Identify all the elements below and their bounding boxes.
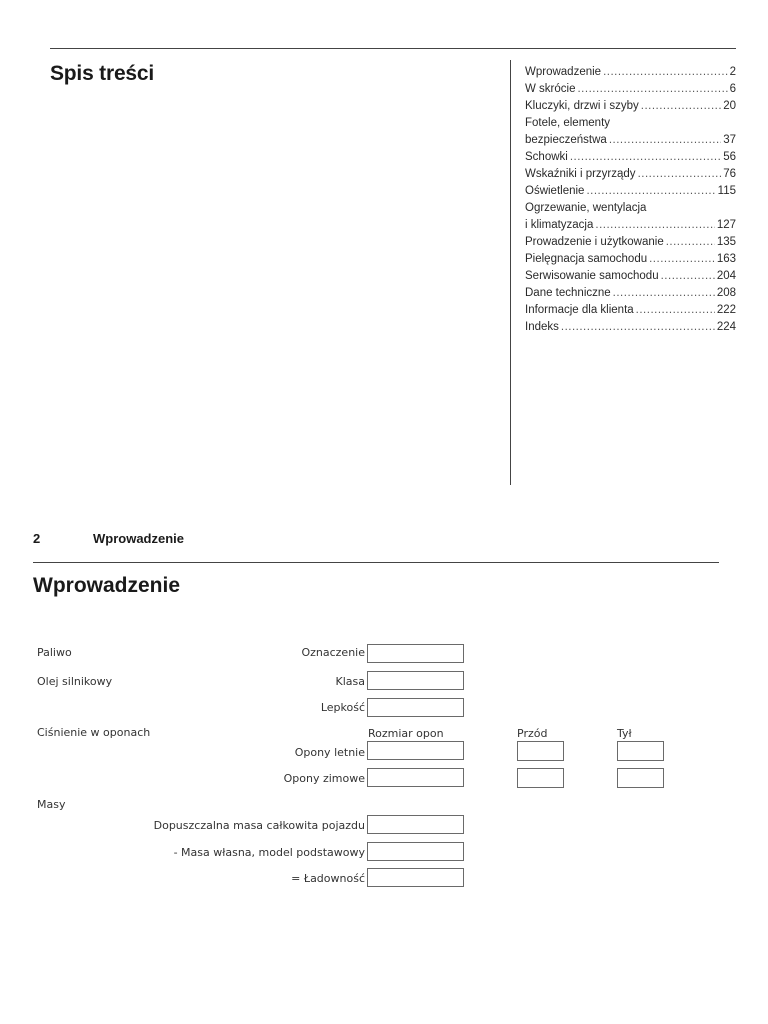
toc-entry-schowki[interactable] bbox=[525, 149, 736, 166]
toc-entry-pielegnacja[interactable] bbox=[525, 251, 736, 268]
payload-label: = Ładowność bbox=[291, 872, 365, 885]
toc-list bbox=[525, 64, 736, 336]
winter-tyres-label: Opony zimowe bbox=[283, 772, 365, 785]
fuel-designation-field[interactable] bbox=[367, 644, 464, 663]
summer-tyres-label: Opony letnie bbox=[294, 746, 365, 759]
kerb-mass-label: - Masa własna, model podstawowy bbox=[173, 846, 365, 859]
toc-entry-prowadzenie[interactable] bbox=[525, 234, 736, 251]
toc-entry-wskazniki[interactable] bbox=[525, 166, 736, 183]
masses-label: Masy bbox=[37, 798, 66, 811]
toc-leader bbox=[649, 251, 715, 268]
toc-entry-label: Schowki bbox=[525, 151, 568, 163]
toc-entry-page: 222 bbox=[716, 304, 736, 316]
toc-entry-kluczyki[interactable] bbox=[525, 98, 736, 115]
summer-rear-pressure-field[interactable] bbox=[617, 741, 664, 761]
toc-entry-label: Wprowadzenie bbox=[525, 66, 602, 78]
toc-entry-w-skrocie[interactable] bbox=[525, 81, 736, 98]
toc-leader bbox=[661, 268, 715, 285]
winter-tyre-size-field[interactable] bbox=[367, 768, 464, 787]
toc-entry-page: 20 bbox=[723, 100, 736, 112]
toc-entry-label: Serwisowanie samochodu bbox=[525, 270, 659, 282]
toc-entry-serwisowanie[interactable] bbox=[525, 268, 736, 285]
toc-entry-page: 37 bbox=[723, 134, 736, 146]
fuel-label: Paliwo bbox=[37, 646, 72, 659]
toc-entry-page: 76 bbox=[723, 168, 736, 180]
running-head: Wprowadzenie bbox=[93, 531, 185, 546]
toc-entry-fotele[interactable] bbox=[525, 115, 736, 149]
summer-tyre-size-field[interactable] bbox=[367, 741, 464, 760]
toc-title: Spis treści bbox=[50, 62, 155, 85]
tyre-pressure-label: Ciśnienie w oponach bbox=[37, 726, 151, 739]
toc-entry-page: 163 bbox=[716, 253, 736, 265]
toc-entry-label: Wskaźniki i przyrządy bbox=[525, 168, 636, 180]
summer-front-pressure-field[interactable] bbox=[517, 741, 564, 761]
toc-entry-page: 6 bbox=[729, 83, 736, 95]
toc-entry-label: Kluczyki, drzwi i szyby bbox=[525, 100, 639, 112]
toc-entry-page: 115 bbox=[717, 185, 736, 197]
winter-front-pressure-field[interactable] bbox=[517, 768, 564, 788]
rear-column-header: Tył bbox=[617, 727, 632, 740]
toc-leader bbox=[641, 98, 721, 115]
toc-entry-dane-techniczne[interactable] bbox=[525, 285, 736, 302]
toc-entry-label-line1: Fotele, elementy bbox=[525, 117, 611, 129]
toc-leader bbox=[638, 166, 722, 183]
toc-entry-label-line1: Ogrzewanie, wentylacja bbox=[525, 202, 647, 214]
toc-entry-page: 135 bbox=[716, 236, 736, 248]
toc-leader bbox=[666, 234, 715, 251]
toc-leader bbox=[595, 217, 714, 234]
toc-leader bbox=[570, 149, 721, 166]
gross-mass-field[interactable] bbox=[367, 815, 464, 834]
toc-divider bbox=[510, 60, 511, 485]
toc-entry-label: Prowadzenie i użytkowanie bbox=[525, 236, 664, 248]
page-number: 2 bbox=[33, 531, 41, 546]
toc-entry-label: bezpieczeństwa bbox=[525, 134, 607, 146]
toc-entry-label: Indeks bbox=[525, 321, 559, 333]
toc-entry-indeks[interactable] bbox=[525, 319, 736, 336]
oil-class-label: Klasa bbox=[335, 675, 365, 688]
toc-entry-label: i klimatyzacja bbox=[525, 219, 594, 231]
oil-viscosity-label: Lepkość bbox=[320, 701, 365, 714]
toc-leader bbox=[636, 302, 715, 319]
tyre-size-column-header: Rozmiar opon bbox=[368, 727, 444, 740]
front-column-header: Przód bbox=[517, 727, 548, 740]
toc-entry-label: W skrócie bbox=[525, 83, 576, 95]
toc-entry-ogrzewanie[interactable] bbox=[525, 200, 736, 234]
toc-leader bbox=[609, 132, 721, 149]
fuel-designation-label: Oznaczenie bbox=[301, 646, 365, 659]
toc-leader bbox=[561, 319, 715, 336]
kerb-mass-field[interactable] bbox=[367, 842, 464, 861]
toc-entry-page: 208 bbox=[716, 287, 736, 299]
toc-entry-page: 204 bbox=[716, 270, 736, 282]
oil-viscosity-field[interactable] bbox=[367, 698, 464, 717]
toc-entry-label: Informacje dla klienta bbox=[525, 304, 634, 316]
toc-leader bbox=[613, 285, 715, 302]
toc-entry-informacje[interactable] bbox=[525, 302, 736, 319]
toc-entry-wprowadzenie[interactable] bbox=[525, 64, 736, 81]
header-rule bbox=[33, 562, 719, 563]
winter-rear-pressure-field[interactable] bbox=[617, 768, 664, 788]
toc-entry-page: 56 bbox=[723, 151, 736, 163]
top-rule bbox=[50, 48, 736, 49]
toc-entry-page: 2 bbox=[729, 66, 736, 78]
toc-leader bbox=[577, 81, 727, 98]
payload-field[interactable] bbox=[367, 868, 464, 887]
toc-entry-label: Dane techniczne bbox=[525, 287, 611, 299]
toc-entry-label: Pielęgnacja samochodu bbox=[525, 253, 648, 265]
gross-mass-label: Dopuszczalna masa całkowita pojazdu bbox=[153, 819, 365, 832]
toc-entry-page: 127 bbox=[716, 219, 736, 231]
toc-leader bbox=[603, 64, 728, 81]
toc-entry-label: Oświetlenie bbox=[525, 185, 585, 197]
engine-oil-label: Olej silnikowy bbox=[37, 675, 113, 688]
toc-leader bbox=[586, 183, 715, 200]
section-title: Wprowadzenie bbox=[33, 574, 181, 597]
toc-entry-page: 224 bbox=[716, 321, 736, 333]
toc-entry-oswietlenie[interactable] bbox=[525, 183, 736, 200]
oil-class-field[interactable] bbox=[367, 671, 464, 690]
